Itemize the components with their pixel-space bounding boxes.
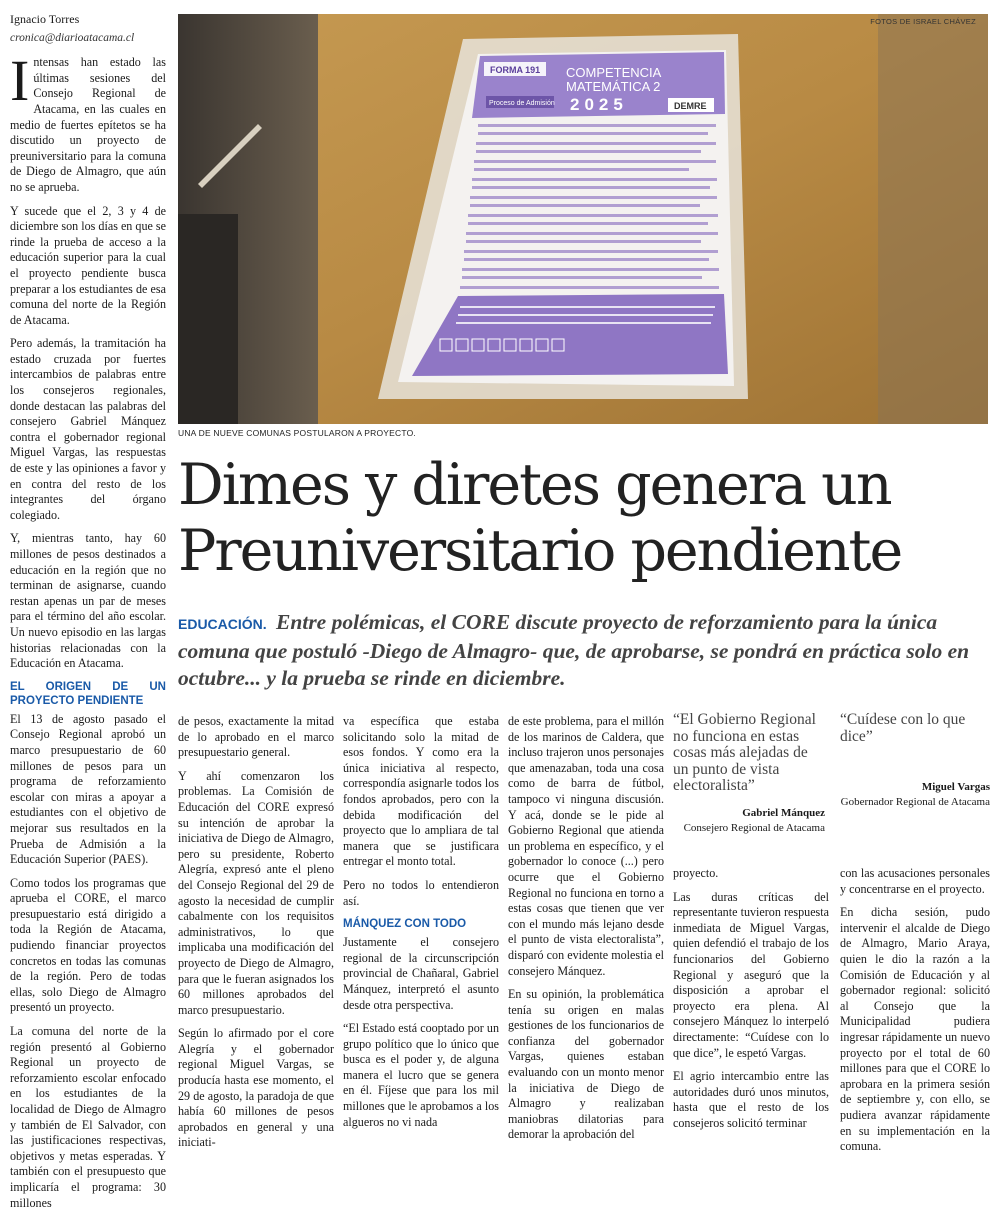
byline-email[interactable]: cronica@diarioatacama.cl [10, 31, 135, 44]
paragraph: Justamente el consejero regional de la circunscripción provincial de Chañaral, Gabriel Mánquez, interpretó el asunto desde otra perspectiva. [343, 935, 499, 1012]
paragraph-text: ntensas han estado las últimas sesiones del Consejo Regional de Atacama, en las cuales en medio de fuertes epítetos se ha discutido un proyecto de preuniversitario para la comuna de Diego de Almagro, que aún no se aprueba. [10, 55, 166, 194]
paragraph: En dicha sesión, pudo intervenir el alcalde de Diego de Almagro, Mario Araya, quien le dio la razón a la Comisión de Educación y al gobernador regional: solicitó al Consejo que la Municipalidad pudiera ingresar rápidamente un nuevo proyecto por el total de 60 millones para que el CORE lo aprobara en la primera sesión de septiembre y, con ello, se pudiera avanzar rápidamente en su implementación en la comuna. [840, 905, 990, 1154]
paragraph: El 13 de agosto pasado el Consejo Regional aprobó un marco presupuestario de 60 millones de pesos para un programa de reforzamiento escolar con miras a apoyar a estudiantes con el objetivo de mejorar sus resultados en la Prueba de Admisión a la Educación Superior (PAES). [10, 711, 166, 867]
paragraph: va específica que estaba solicitando solo la mitad de esos fondos. Y como era la única iniciativa al respecto, correspondía asignarle todos los fondos aprobados, pero con la debida modificación del proyecto que lo ampliara de tal manera que se justificara entregar el monto total. [343, 714, 499, 869]
headline-line-1: Dimes y diretes genera un [178, 452, 891, 518]
paragraph: El agrio intercambio entre las autoridades duró unos minutos, hasta que el resto de los consejeros solicitó terminar [673, 1069, 829, 1130]
dropcap: I [10, 48, 30, 114]
body-column-3 [343, 714, 499, 1138]
paragraph: “El Estado está cooptado por un grupo político que lo único que busca es el poder y, de alguna manera el lucro que se genera en él. Fíjese que para los mil millones que le aprobamos a los algueros no vi nada [343, 1021, 499, 1129]
section-subhead: MÁNQUEZ CON TODO [343, 918, 467, 931]
form-title-2: MATEMÁTICA 2 [566, 79, 661, 94]
paragraph: En su opinión, la problemática tenía su origen en malas gestiones de los funcionarios de confianza del gobernador Vargas, quienes estaban evaluando con un monto menor la iniciativa de Diego de Almagro y realizaban maniobras dilatorias para demorar la aprobación del [508, 987, 664, 1142]
pull-quote-role: Consejero Regional de Atacama [683, 821, 825, 834]
pull-quote-text: “El Gobierno Regional no funciona en estas cosas más alejadas de un punto de vista electoralista” [673, 711, 816, 794]
byline-author: Ignacio Torres [10, 12, 80, 26]
pull-quote-author: Gabriel Mánquez [742, 806, 825, 819]
body-column-4 [508, 714, 664, 1151]
headline [178, 452, 988, 584]
body-column-2 [178, 714, 334, 1159]
paragraph: Según lo afirmado por el core Alegría y el gobernador regional Miguel Vargas, se producía hasta ese momento, el 29 de agosto, la paradoja de que había 60 millones de pesos aprobados en general y una iniciati- [178, 1026, 334, 1150]
pull-quote-role: Gobernador Regional de Atacama [840, 796, 990, 808]
section-subhead: EL ORIGEN DE UN PROYECTO PENDIENTE [10, 680, 166, 707]
paragraph: Las duras críticas del representante tuvieron respuesta inmediata de Miguel Vargas, quien defendió el trabajo de los funcionarios del Gobierno Regional y aseguró que la disposición a aprobar el proyecto era plena. Al consejero Mánquez lo interpeló directamente: “Cuídese con lo que dice”, le espetó Vargas. [673, 889, 829, 1060]
pull-quote-text: “Cuídese con lo que dice” [840, 711, 966, 745]
headline-line-2: Preuniversitario pendiente [178, 518, 902, 584]
paragraph: Pero no todos lo entendieron así. [343, 877, 499, 908]
pull-quote [673, 712, 825, 834]
left-column [10, 12, 166, 1219]
paragraph: Pero además, la tramitación ha estado cruzada por fuertes intercambios de palabras entre los consejeros regionales, donde destacan las palabras del consejero Gabriel Mánquez contra el gobernador regional Miguel Vargas, las respuestas de este y las opiniones a favor y en contra del resto de los integrantes del órgano colegiado. [10, 336, 166, 522]
lead-paragraph [178, 609, 978, 692]
photo-caption: UNA DE NUEVE COMUNAS POSTULARON A PROYECTO. [178, 428, 416, 438]
form-subtitle: Proceso de Admisión [489, 100, 555, 107]
form-brand: DEMRE [674, 101, 707, 111]
paragraph: de este problema, para el millón de los marinos de Caldera, que incluso trajeron unos personajes que amenazaban, toda una cosa como de barra de fútbol, tampoco vi ninguna discusión. Y acá, donde se le pide al Gobierno Regional que atienda un problema en específico, y el gobernador lo conoce (...) pero ocurre que el Gobierno Regional no funciona en torno a estas cosas que tienen que ver con el mundo más lejano desde el punto de vista electoralista”, disparó con evidente molestia el consejero Mánquez. [508, 714, 664, 978]
paragraph: Y ahí comenzaron los problemas. La Comisión de Educación del CORE expresó su intención de aprobar la iniciativa de Diego de Almagro, pero su presidente, Roberto Alegría, expresó ante el pleno del Consejo Regional del 29 de agosto la necesidad de cumplir cabalmente con los requisitos administrativos, lo que implicaba una modificación del proyecto de Diego de Almagro, para que le fueran asignados los 60 millones aprobados del marco presupuestario. [178, 768, 334, 1017]
pull-quote [840, 712, 990, 808]
article-photo [178, 14, 988, 424]
pull-quote-author: Miguel Vargas [921, 781, 990, 793]
body-column-6 [840, 866, 990, 1163]
paragraph [10, 48, 166, 195]
paragraph: La comuna del norte de la región presentó al Gobierno Regional un proyecto de reforzamiento escolar enfocado en los estudiantes de la localidad de Diego de Almagro y también de El Salvador, con las justificaciones respectivas, objetivos y metas esperadas. Y también con el presupuesto que implicaría el programa: 30 millones [10, 1024, 166, 1210]
lead-text: Entre polémicas, el CORE discute proyecto de reforzamiento para la única comuna que postuló -Diego de Almagro- que, de aprobarse, se pondrá en práctica solo en octubre... y la prueba se rinde en diciembre. [178, 610, 970, 690]
body-column-5 [673, 866, 829, 1140]
photo-illustration [178, 14, 988, 424]
section-tag: EDUCACIÓN. [178, 616, 267, 632]
paragraph: con las acusaciones personales y concentrarse en el proyecto. [840, 866, 990, 896]
photo-credit: FOTOS DE ISRAEL CHÁVEZ [870, 17, 976, 26]
form-title-1: COMPETENCIA [566, 65, 662, 80]
paragraph: Como todos los programas que aprueba el CORE, el marco presupuestario está dirigido a toda la Región de Atacama, pudiendo financiar proyectos concretos en todas las comunas de la región. Pero de todas ellas, solo Diego de Almagro presentó un proyecto. [10, 875, 166, 1015]
form-label: FORMA 191 [490, 65, 541, 75]
paragraph: Y sucede que el 2, 3 y 4 de diciembre son los días en que se rinde la prueba de acceso a la educación superior para la cual el proyecto pendiente busca preparar a los estudiantes de esa comuna del norte de la Región de Atacama. [10, 203, 166, 327]
paragraph: de pesos, exactamente la mitad de lo aprobado en el marco presupuestario general. [178, 714, 334, 760]
paragraph: proyecto. [673, 866, 719, 880]
paragraph: Y, mientras tanto, hay 60 millones de pesos destinados a educación en la región que no terminan de asignarse, cuando restan apenas un par de meses para el término del año escolar. Un nuevo episodio en las largas historias relacionadas con la Educación en Atacama. [10, 531, 166, 671]
form-year: 2025 [570, 95, 628, 114]
